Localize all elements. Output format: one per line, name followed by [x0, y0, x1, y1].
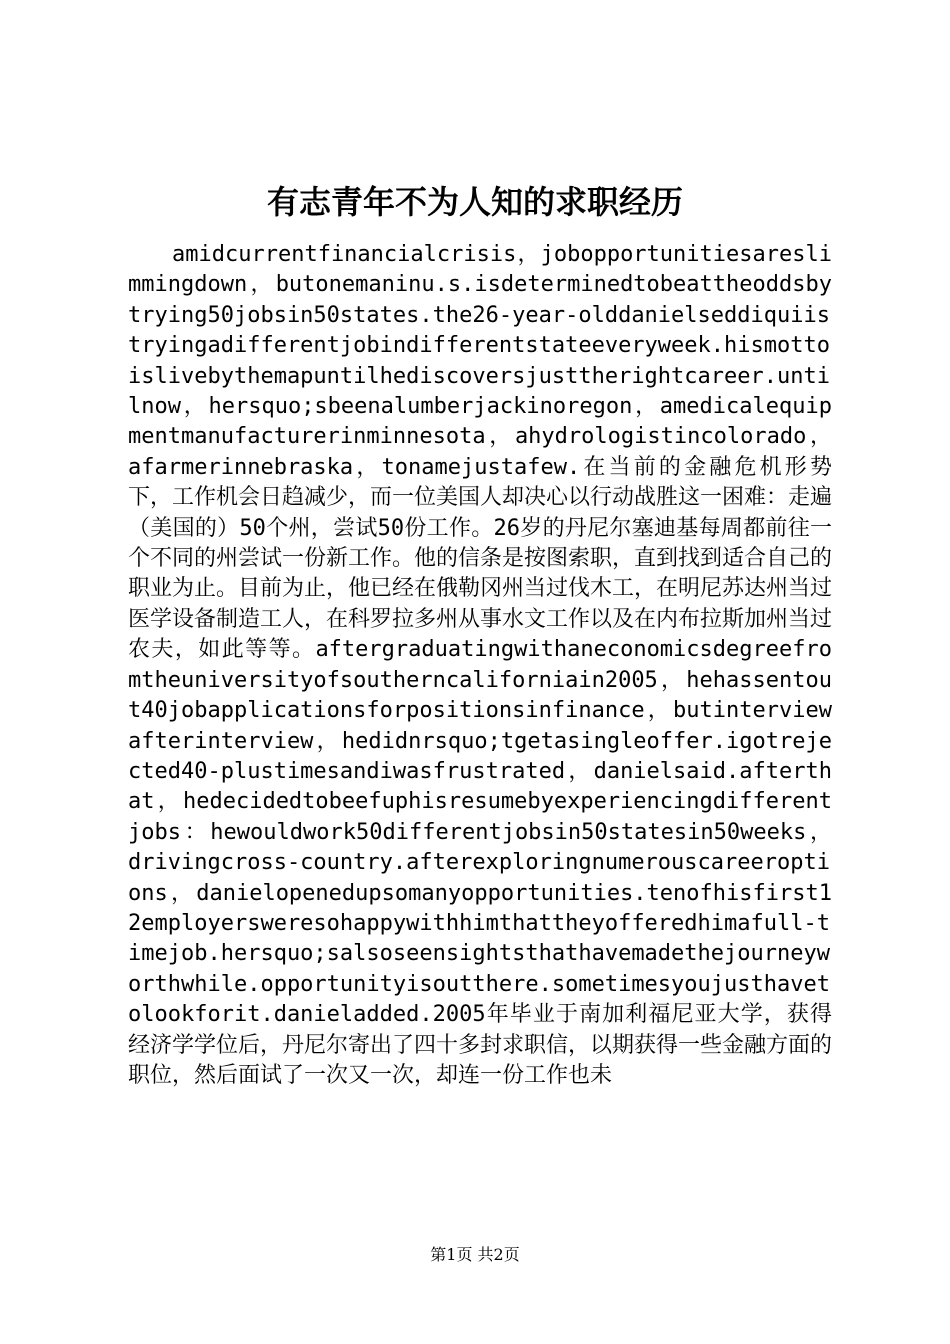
- document-body-text: amidcurrentfinancialcrisis，jobopportunitiesareslimmingdown，butonemaninu.s.isdeterminedtobeattheoddsbytrying50jobsin50states.the26-year-olddanielseddiquiistryingadifferentjobindifferentstateeveryweek.hismottoislivebythemapuntilhediscoversjusttherightcareer.untilnow，hersquo;sbeenalumberjackinoregon，amedicalequipmentmanufacturerinminnesota，ahydrologistincolorado，afarmerinnebraska，tonamejustafew.在当前的金融危机形势下，工作机会日趋减少，而一位美国人却决心以行动战胜这一困难：走遍（美国的）50个州，尝试50份工作。26岁的丹尼尔塞迪基每周都前往一个不同的州尝试一份新工作。他的信条是按图索职，直到找到适合自己的职业为止。目前为止，他已经在俄勒冈州当过伐木工，在明尼苏达州当过医学设备制造工人，在科罗拉多州从事水文工作以及在内布拉斯加州当过农夫，如此等等。aftergraduatingwithaneconomicsdegreefromtheuniversityofsoutherncaliforniain2005，hehassentout40jobapplicationsforpositionsinfinance，butinterviewafterinterview，hedidnrsquo;tgetasingleoffer.igotrejected40-plustimesandiwasfrustrated，danielsaid.afterthat，hedecidedtobeefuphisresumebyexperiencingdifferentjobs：hewouldwork50differentjobsin50statesin50weeks，drivingcross-country.afterexploringnumerouscareeroptions，danielopenedupsomanyopportunities.tenofhisfirst12employersweresohappywithhimthattheyofferedhimafull-timejob.hersquo;salsoseensightsthathavemadethejourneyworthwhile.opportunityisoutthere.sometimesyoujusthavetolookforit.danieladded.2005年毕业于南加利福尼亚大学，获得经济学学位后，丹尼尔寄出了四十多封求职信，以期获得一些金融方面的职位，然后面试了一次又一次，却连一份工作也未: [128, 242, 832, 1088]
- document-title: 有志青年不为人知的求职经历: [266, 183, 683, 221]
- page-number-footer: 第1页 共2页: [430, 1245, 520, 1264]
